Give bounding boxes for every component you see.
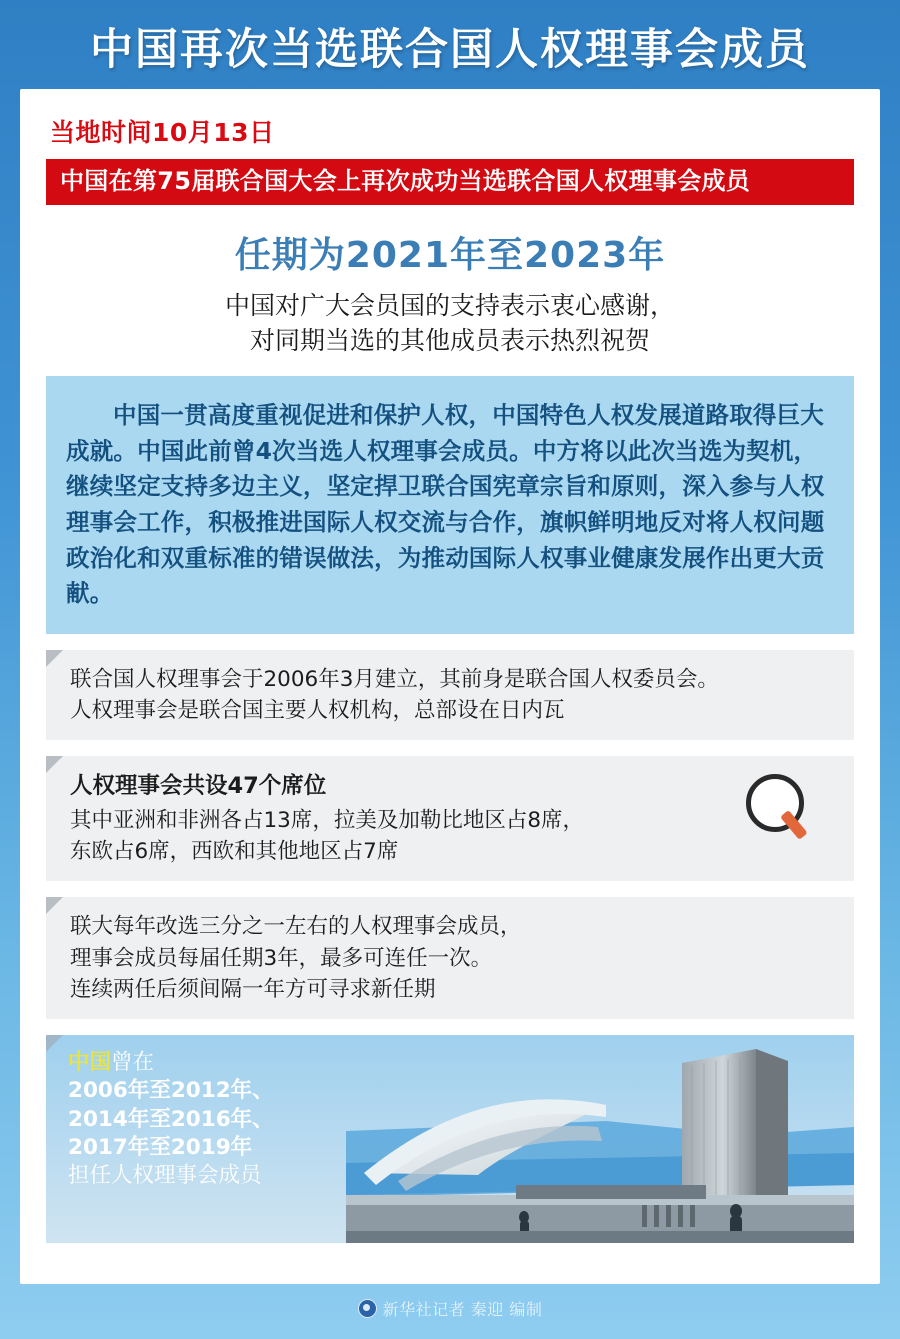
fact-line: 联大每年改选三分之一左右的人权理事会成员，: [70, 914, 522, 940]
fact-line: 其中亚洲和非洲各占13席，拉美及加勒比地区占8席，: [70, 808, 585, 834]
content-card: [20, 89, 880, 1284]
thanks-line-1: 中国对广大会员国的支持表示衷心感谢，: [224, 290, 675, 320]
term-year-line: 2006年至2012年、: [68, 1078, 274, 1104]
agency-logo-icon: [358, 1299, 377, 1318]
corner-marker-icon: [46, 897, 63, 914]
fact-heading: 人权理事会共设47个席位: [70, 773, 327, 800]
thanks-line-2: 对同期当选的其他成员表示热烈祝贺: [249, 325, 650, 355]
footer-credit: [20, 1284, 880, 1320]
fact-panel-history: [46, 650, 854, 740]
china-terms-panel: [46, 1035, 854, 1243]
statement-block: 中国一贯高度重视促进和保护人权，中国特色人权发展道路取得巨大成就。中国此前曾4次当选人权理事会成员。中方将以此次当选为契机，继续坚定支持多边主义，坚定捍卫联合国宪章宗旨和原则，深入参与人权理事会工作，积极推进国际人权交流与合作，旗帜鲜明地反对将人权问题政治化和双重标准的错误做法，为推动国际人权事业健康发展作出更大贡献。: [46, 376, 854, 634]
fact-line: 人权理事会是联合国主要人权机构，总部设在日内瓦: [70, 698, 565, 724]
china-highlight: 中国: [68, 1049, 112, 1075]
fact-line: 东欧占6席，西欧和其他地区占7席: [70, 839, 399, 865]
thanks-block: [46, 288, 854, 358]
china-terms-first-line: [68, 1049, 274, 1077]
footer-text: 新华社记者 秦迎 编制: [382, 1300, 543, 1320]
fact-line: 理事会成员每届任期3年，最多可连任一次。: [70, 945, 493, 971]
china-terms-text: [68, 1049, 274, 1191]
date-line: 当地时间10月13日: [50, 118, 275, 148]
magnifier-icon: [740, 774, 816, 850]
page-title: 中国再次当选联合国人权理事会成员: [90, 25, 810, 75]
term-year-line: 2017年至2019年: [68, 1135, 253, 1161]
term-text: 任期为2021年至2023年: [234, 234, 666, 276]
china-terms-first-rest: 曾在: [111, 1049, 155, 1075]
term-role-line: 担任人权理事会成员: [68, 1163, 262, 1189]
headline-banner: 中国在第75届联合国大会上再次成功当选联合国人权理事会成员: [46, 159, 854, 204]
corner-marker-icon: [46, 756, 63, 773]
corner-marker-icon: [46, 650, 63, 667]
fact-panel-election-rules: [46, 897, 854, 1019]
fact-line: 联合国人权理事会于2006年3月建立，其前身是联合国人权委员会。: [70, 667, 719, 693]
fact-panel-seats: [46, 756, 854, 881]
corner-marker-icon: [46, 1035, 63, 1052]
term-year-line: 2014年至2016年、: [68, 1106, 274, 1132]
fact-line: 连续两任后须间隔一年方可寻求新任期: [70, 976, 436, 1002]
